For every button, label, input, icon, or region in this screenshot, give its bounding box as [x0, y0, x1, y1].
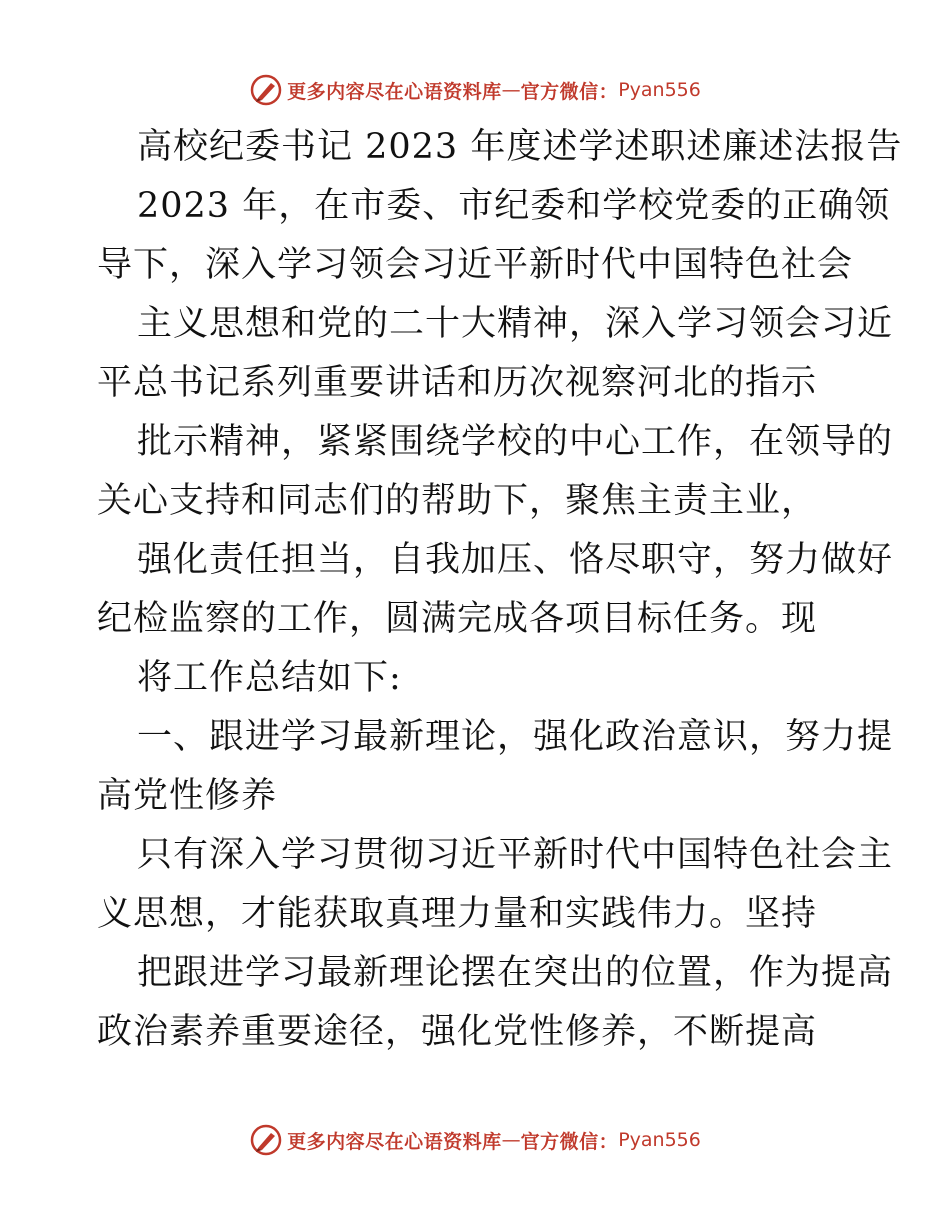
body-line: 政治素养重要途径，强化党性修养，不断提高 [97, 1012, 818, 1052]
body-line: 义思想，才能获取真理力量和实践伟力。坚持 [97, 894, 818, 934]
body-line: 只有深入学习贯彻习近平新时代中国特色社会主 [137, 835, 894, 875]
watermark-brand: 更多内容尽在心语资料库 [287, 80, 502, 103]
body-line: 主义思想和党的二十大精神，深入学习领会习近 [137, 304, 894, 344]
pen-logo-icon [249, 1123, 283, 1157]
document-title: 高校纪委书记 2023 年度述学述职述廉述法报告 [137, 127, 903, 167]
watermark-brand: 更多内容尽在心语资料库 [287, 1130, 502, 1153]
watermark-header [0, 70, 950, 110]
body-line: 将工作总结如下: [137, 658, 402, 698]
body-line: 纪检监察的工作，圆满完成各项目标任务。现 [97, 599, 818, 639]
body-line: 强化责任担当，自我加压、恪尽职守，努力做好 [137, 540, 894, 580]
watermark-separator: — [501, 79, 521, 101]
body-line: 导下，深入学习领会习近平新时代中国特色社会 [97, 245, 854, 285]
pen-logo-icon [249, 73, 283, 107]
body-line: 2023 年，在市委、市纪委和学校党委的正确领 [137, 186, 891, 226]
body-line: 平总书记系列重要讲话和历次视察河北的指示 [97, 363, 818, 403]
watermark-contact-handle: Pyan556 [618, 79, 701, 101]
section-heading-continued: 高党性修养 [97, 776, 278, 816]
body-line: 关心支持和同志们的帮助下，聚焦主责主业， [97, 481, 818, 521]
watermark-contact-handle: Pyan556 [618, 1129, 701, 1151]
document-body [0, 118, 950, 1062]
body-line: 把跟进学习最新理论摆在突出的位置，作为提高 [137, 953, 894, 993]
watermark-contact-label: 官方微信： [520, 1130, 619, 1153]
section-heading: 一、跟进学习最新理论，强化政治意识，努力提 [137, 717, 894, 757]
body-line: 批示精神，紧紧围绕学校的中心工作，在领导的 [137, 422, 894, 462]
watermark-footer [0, 1120, 950, 1160]
watermark-separator: — [501, 1129, 521, 1151]
watermark-contact-label: 官方微信： [520, 80, 619, 103]
